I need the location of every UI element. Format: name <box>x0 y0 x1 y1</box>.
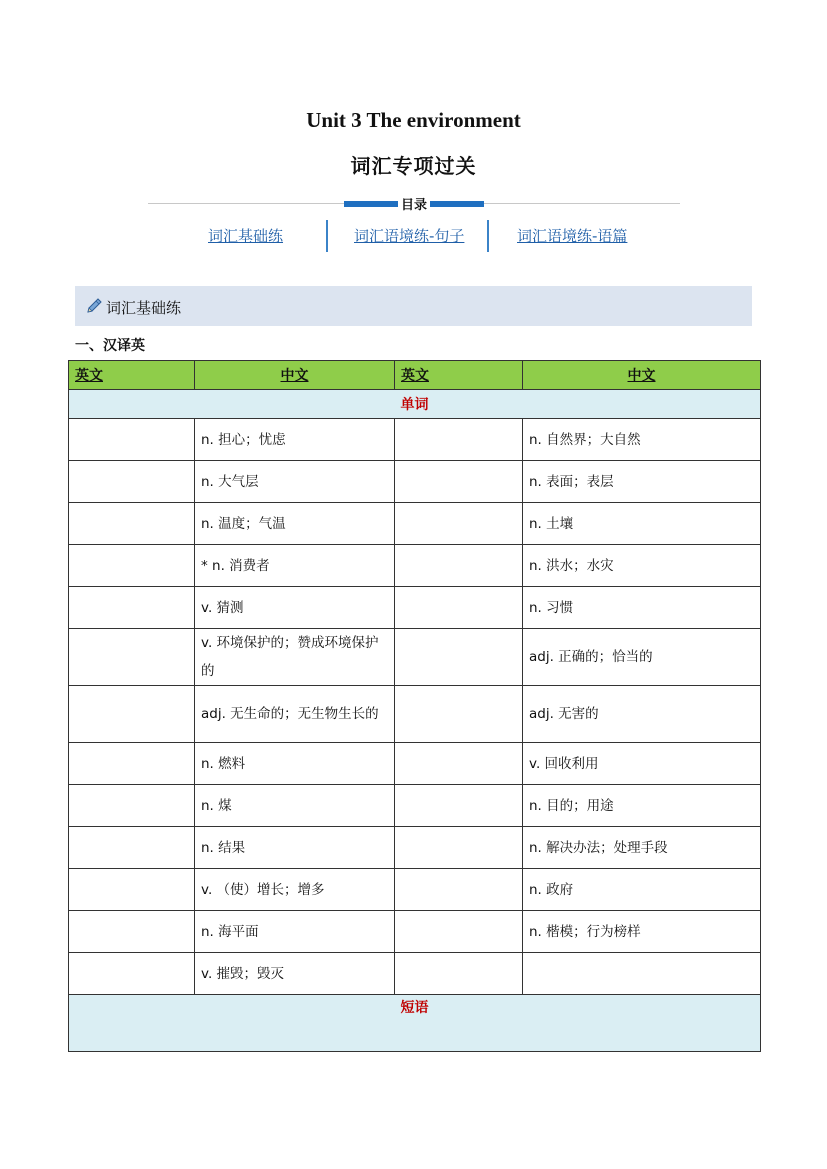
document-title: Unit 3 The environment <box>306 108 521 132</box>
chinese-cell: n. 温度；气温 <box>195 503 395 545</box>
chinese-cell: n. 燃料 <box>195 743 395 785</box>
chinese-cell: n. 政府 <box>523 869 761 911</box>
table-row <box>69 461 761 503</box>
chinese-cell: n. 洪水；水灾 <box>523 545 761 587</box>
english-answer-cell[interactable] <box>395 545 523 587</box>
chinese-cell: n. 煤 <box>195 785 395 827</box>
pencil-icon <box>85 297 103 315</box>
english-answer-cell[interactable] <box>395 686 523 743</box>
english-answer-cell[interactable] <box>69 785 195 827</box>
table-row <box>69 869 761 911</box>
header-chinese-1: 中文 <box>195 361 395 390</box>
document-subtitle: 词汇专项过关 <box>350 154 477 178</box>
section-title: 词汇基础练 <box>106 299 182 317</box>
table-row <box>69 587 761 629</box>
chinese-cell: n. 解决办法；处理手段 <box>523 827 761 869</box>
chinese-cell: v. 环境保护的；赞成环境保护的 <box>195 629 395 686</box>
toc-bar-left <box>344 201 398 207</box>
english-answer-cell[interactable] <box>69 629 195 686</box>
english-answer-cell[interactable] <box>395 827 523 869</box>
chinese-cell: v. 摧毁；毁灭 <box>195 953 395 995</box>
chinese-cell: v. 猜测 <box>195 587 395 629</box>
table-row <box>69 953 761 995</box>
chinese-cell: n. 海平面 <box>195 911 395 953</box>
chinese-cell: n. 担心；忧虑 <box>195 419 395 461</box>
chinese-cell: n. 表面；表层 <box>523 461 761 503</box>
english-answer-cell[interactable] <box>69 827 195 869</box>
table-row <box>69 911 761 953</box>
header-chinese-2: 中文 <box>523 361 761 390</box>
english-answer-cell[interactable] <box>395 587 523 629</box>
chinese-cell: n. 大气层 <box>195 461 395 503</box>
chinese-cell: adj. 正确的；恰当的 <box>523 629 761 686</box>
english-answer-cell[interactable] <box>69 953 195 995</box>
toc-separator <box>326 220 328 252</box>
english-answer-cell[interactable] <box>395 869 523 911</box>
english-answer-cell[interactable] <box>69 743 195 785</box>
english-answer-cell[interactable] <box>395 911 523 953</box>
chinese-cell: n. 目的；用途 <box>523 785 761 827</box>
english-answer-cell[interactable] <box>395 461 523 503</box>
exercise-heading: 一、汉译英 <box>75 338 145 354</box>
table-row <box>69 545 761 587</box>
table-row <box>69 503 761 545</box>
english-answer-cell[interactable] <box>395 785 523 827</box>
chinese-cell: n. 土壤 <box>523 503 761 545</box>
chinese-cell: * n. 消费者 <box>195 545 395 587</box>
chinese-cell: v. （使）增长；增多 <box>195 869 395 911</box>
toc-link-passages[interactable]: 词汇语境练-语篇 <box>517 227 628 245</box>
toc-label: 目录 <box>398 194 430 213</box>
english-answer-cell[interactable] <box>395 743 523 785</box>
table-row <box>69 827 761 869</box>
chinese-cell: adj. 无害的 <box>523 686 761 743</box>
chinese-cell: adj. 无生命的；无生物生长的 <box>195 686 395 743</box>
table-row <box>69 686 761 743</box>
toc-links <box>190 220 660 252</box>
table-row <box>69 743 761 785</box>
table-row <box>69 629 761 686</box>
header-english-2: 英文 <box>395 361 523 390</box>
band-words: 单词 <box>69 390 761 419</box>
english-answer-cell[interactable] <box>395 629 523 686</box>
table-row <box>69 419 761 461</box>
english-answer-cell[interactable] <box>69 545 195 587</box>
english-answer-cell[interactable] <box>69 503 195 545</box>
header-english-1: 英文 <box>69 361 195 390</box>
english-answer-cell[interactable] <box>69 869 195 911</box>
section-header <box>75 286 752 326</box>
band-phrases: 短语 <box>69 995 761 1052</box>
toc-bar-right <box>430 201 484 207</box>
chinese-cell: n. 结果 <box>195 827 395 869</box>
english-answer-cell[interactable] <box>69 911 195 953</box>
english-answer-cell[interactable] <box>69 461 195 503</box>
chinese-cell <box>523 953 761 995</box>
english-answer-cell[interactable] <box>395 503 523 545</box>
toc-separator <box>487 220 489 252</box>
vocabulary-table <box>68 360 761 1052</box>
chinese-cell: n. 习惯 <box>523 587 761 629</box>
english-answer-cell[interactable] <box>69 686 195 743</box>
english-answer-cell[interactable] <box>395 953 523 995</box>
chinese-cell: n. 自然界；大自然 <box>523 419 761 461</box>
english-answer-cell[interactable] <box>395 419 523 461</box>
toc-link-vocab-basics[interactable]: 词汇基础练 <box>208 227 284 245</box>
toc-link-sentences[interactable]: 词汇语境练-句子 <box>354 227 465 245</box>
chinese-cell: v. 回收利用 <box>523 743 761 785</box>
english-answer-cell[interactable] <box>69 419 195 461</box>
table-row <box>69 785 761 827</box>
english-answer-cell[interactable] <box>69 587 195 629</box>
chinese-cell: n. 楷模；行为榜样 <box>523 911 761 953</box>
